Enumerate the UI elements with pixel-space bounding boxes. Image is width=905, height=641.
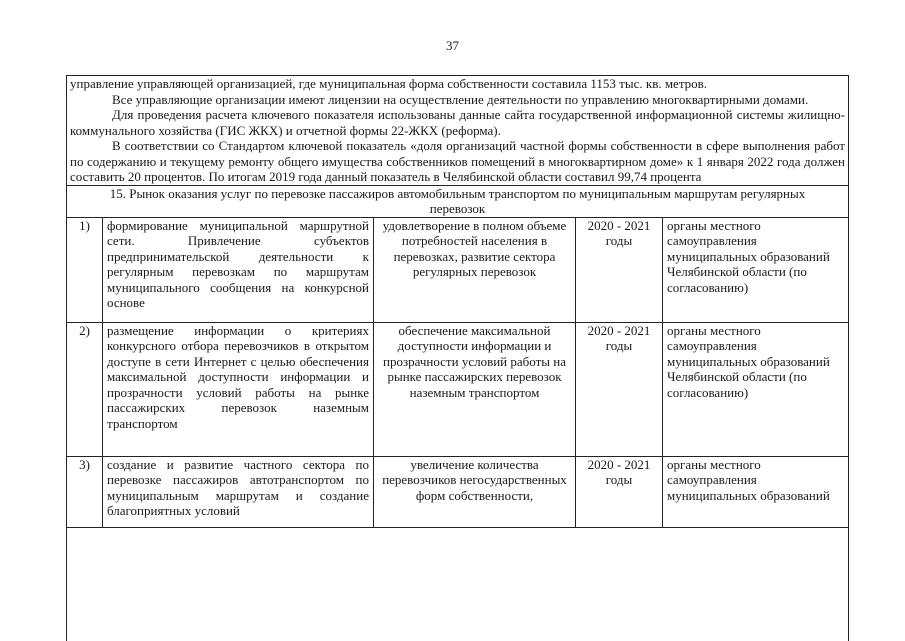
executor-cell: органы местного самоуправления муниципальных образований Челябинской области (по согласованию) — [663, 218, 849, 323]
result-cell: увеличение количества перевозчиков негосударственных форм собственности, — [374, 456, 576, 527]
row-number: 3) — [67, 456, 103, 527]
action-cell: создание и развитие частного сектора по перевозке пассажиров автотранспортом по муниципальным маршрутам и создание благоприятных условий — [103, 456, 374, 527]
result-cell: удовлетворение в полном объеме потребностей населения в перевозках, развитие сектора регулярных перевозок — [374, 218, 576, 323]
row-number: 2) — [67, 322, 103, 456]
period-cell: 2020 - 2021 годы — [576, 322, 663, 456]
intro-paragraph: В соответствии со Стандартом ключевой показатель «доля организаций частной формы собственности в сфере выполнения работ по содержанию и текущему ремонту общего имущества собственников помещений в многоквартирном доме» к 1 января 2022 года должен составить 20 процентов. По итогам 2019 года данный показатель в Челябинской области составил 99,74 процента — [70, 138, 845, 184]
page-number: 37 — [446, 38, 459, 53]
intro-paragraph: Для проведения расчета ключевого показателя использованы данные сайта государственной информационной системы жилищно-коммунального хозяйства (ГИС ЖКХ) и отчетной формы 22-ЖКХ (реформа). — [70, 107, 845, 138]
result-cell: обеспечение максимальной доступности информации и прозрачности условий работы на рынке пассажирских перевозок наземным транспортом — [374, 322, 576, 456]
intro-paragraph: управление управляющей организацией, где муниципальная форма собственности составила 1153 тыс. кв. метров. — [70, 76, 708, 91]
measures-table — [67, 218, 848, 528]
table-row — [67, 322, 848, 456]
action-cell: формирование муниципальной маршрутной сети. Привлечение субъектов предпринимательской деятельности к регулярным перевозкам по маршрутам муниципального сообщения на конкурсной основе — [103, 218, 374, 323]
period-cell: 2020 - 2021 годы — [576, 456, 663, 527]
executor-cell: органы местного самоуправления муниципальных образований Челябинской области (по согласованию) — [663, 322, 849, 456]
period-cell: 2020 - 2021 годы — [576, 218, 663, 323]
section-title: 15. Рынок оказания услуг по перевозке пассажиров автомобильным транспортом по муниципальным маршрутам регулярных перевозок — [67, 185, 848, 218]
content-frame — [66, 75, 849, 641]
intro-text — [67, 76, 848, 185]
row-number: 1) — [67, 218, 103, 323]
intro-paragraph: Все управляющие организации имеют лицензии на осуществление деятельности по управлению многоквартирными домами. — [112, 91, 809, 107]
table-row — [67, 218, 848, 323]
action-cell: размещение информации о критериях конкурсного отбора перевозчиков в открытом доступе в сети Интернет с целью обеспечения максимальной доступности информации и прозрачности условий работы на рынке пассажирских перевозок наземным транспортом — [103, 322, 374, 456]
table-row — [67, 456, 848, 527]
executor-cell: органы местного самоуправления муниципальных образований — [663, 456, 849, 527]
